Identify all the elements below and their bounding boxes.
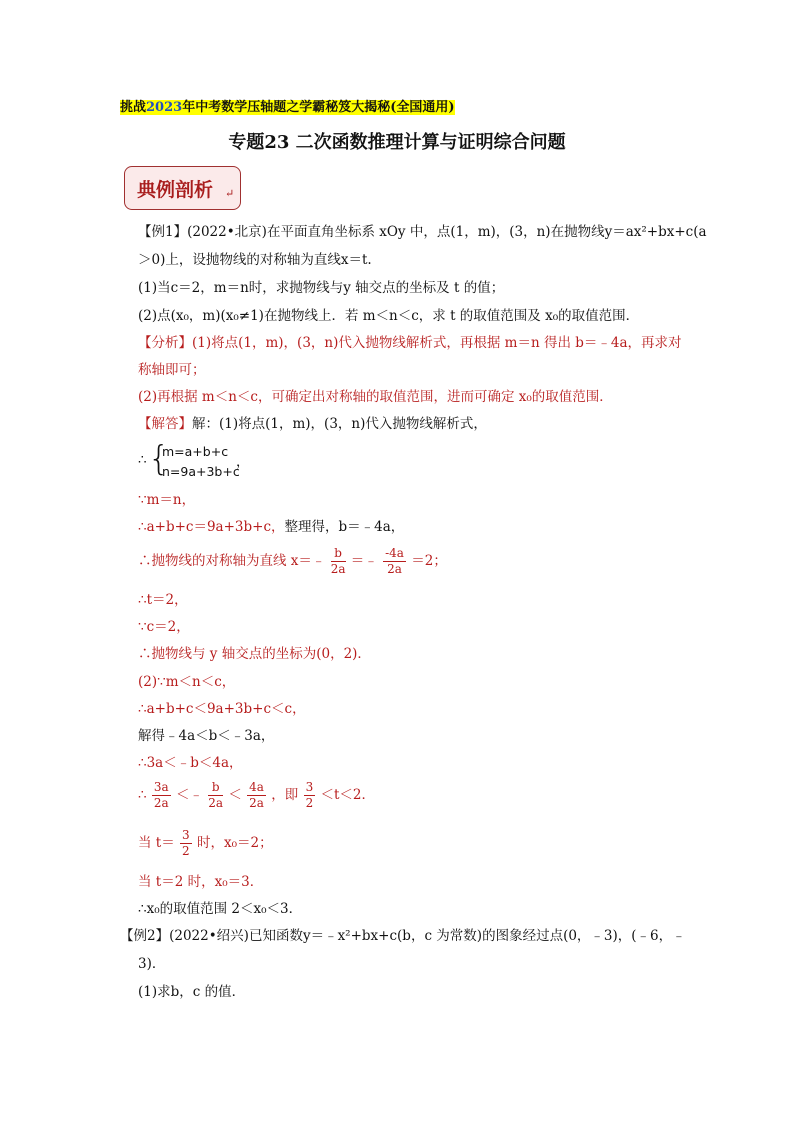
ex1-solution-line9: (2)∵m＜n＜c， (138, 674, 236, 690)
ex2-question1: (1)求b，c 的值． (138, 984, 246, 1000)
axis-text: ∴抛物线的对称轴为直线 x＝﹣ (138, 553, 326, 569)
numerator: 3a (153, 780, 169, 794)
fraction-3a-over-2a (152, 780, 171, 811)
ex2-text1: (2022•绍兴)已知函数y＝﹣x²+bx+c(b，c 为常数)的图象经过点(0，﹣3)，(﹣6，﹣ (169, 928, 686, 944)
equals-neg: ＝﹣ (350, 553, 378, 569)
ex1-solution-line13 (138, 780, 375, 811)
denominator: 2a (208, 796, 224, 810)
fraction-b-over-2a (331, 546, 346, 577)
solution-tag: 【解答】 (138, 416, 192, 432)
ex1-solution-line3: ∵m＝n， (138, 492, 196, 508)
paragraph-mark: ↵ (225, 187, 235, 200)
ex1-analysis-line3: (2)再根据 m＜n＜c，可确定出对称轴的取值范围，进而可确定 x₀的取值范围． (138, 389, 613, 405)
numerator: 3 (305, 780, 314, 794)
numerator: b (208, 780, 223, 796)
header-highlight (120, 100, 455, 115)
fraction-3-over-2 (304, 780, 316, 811)
ex1-solution-line1 (138, 414, 487, 434)
ex1-tag: 【例1】 (138, 224, 188, 240)
section-badge-label: 典例剖析 (137, 179, 214, 201)
when-t: 当 t＝ (138, 835, 175, 851)
solution-text4b: 整理得，b＝﹣4a， (284, 519, 405, 535)
ex1-solution-line4 (138, 517, 404, 537)
namely: ，即 (271, 787, 299, 803)
ex1-solution-line8: ∴抛物线与 y 轴交点的坐标为(0，2)． (138, 646, 371, 662)
system-brace: { (148, 439, 170, 479)
analysis-text1: (1)将点(1，m)，(3，n)代入抛物线解析式，再根据 m＝n 得出 b＝﹣4a，再求对 (192, 335, 682, 351)
ex1-analysis-line2: 称轴即可； (138, 362, 206, 378)
ex1-question1: (1)当c＝2，m＝n时，求抛物线与y 轴交点的坐标及 t 的值； (138, 280, 505, 296)
fraction-3-over-2-b (180, 828, 192, 859)
fraction-4a-over-2a (247, 780, 266, 811)
ex1-line2: ＞0)上，设抛物线的对称轴为直线x＝t. (138, 252, 372, 268)
ex1-solution-line5 (138, 546, 447, 577)
ex1-question2: (2)点(x₀，m)(x₀≠1)在抛物线上．若 m＜n＜c，求 t 的取值范围及 x₀的取值范围． (138, 308, 640, 324)
system-eq1: m=a+b+c (162, 444, 229, 459)
ex1-solution-line16: ∴x₀的取值范围 2＜x₀＜3． (138, 901, 303, 917)
analysis-tag: 【分析】 (138, 335, 192, 351)
series-header (120, 96, 455, 115)
header-pre: 挑战 (120, 100, 147, 115)
ex1-solution-line7: ∵c＝2， (138, 619, 190, 635)
ex2-line1 (120, 926, 686, 946)
ex2-tag: 【例2】 (120, 928, 170, 944)
therefore: ∴ (138, 787, 147, 803)
denominator: 2 (305, 796, 314, 810)
denominator: 2a (330, 562, 346, 576)
x0-result: 时，x₀＝2； (196, 835, 273, 851)
solution-text1: 解：(1)将点(1，m)，(3，n)代入抛物线解析式， (192, 416, 487, 432)
ex1-solution-line6: ∴t＝2， (138, 592, 188, 608)
system-comma: ， (236, 454, 250, 470)
fraction-neg4a-over-2a (383, 546, 406, 577)
numerator: -4a (385, 546, 404, 560)
ex2-line2: 3)． (138, 956, 166, 972)
ex1-solution-line15: 当 t＝2 时，x₀＝3． (138, 874, 264, 890)
denominator: 2a (249, 796, 264, 810)
less-than: ＜ (228, 787, 242, 803)
header-year: 2023 (146, 100, 183, 115)
header-post: 年中考数学压轴题之学霸秘笈大揭秘(全国通用) (182, 100, 455, 115)
denominator: 2a (153, 796, 169, 810)
ex1-solution-line11: 解得﹣4a＜b＜﹣3a， (138, 728, 275, 744)
axis-result: ＝2； (411, 553, 447, 569)
solution-text4a: ∴a+b+c＝9a+3b+c， (138, 519, 285, 535)
numerator: 4a (249, 780, 264, 794)
denominator: 2 (182, 844, 190, 858)
denominator: 2a (387, 562, 402, 576)
system-therefore: ∴ (138, 452, 147, 468)
numerator: b (331, 546, 346, 562)
system-eq2: n=9a+3b+c (162, 464, 240, 479)
ex1-analysis-line1 (138, 333, 682, 353)
ex1-text1: (2022•北京)在平面直角坐标系 xOy 中，点(1，m)，(3，n)在抛物线y＝ax²+bx+c(a (187, 224, 707, 240)
ex1-line1 (138, 222, 707, 242)
less-than-neg: ＜﹣ (175, 787, 203, 803)
ex1-solution-line12: ∴3a＜﹣b＜4a， (138, 755, 243, 771)
ex1-solution-line14 (138, 828, 273, 859)
fraction-b-over-2a-2 (208, 780, 223, 811)
numerator: 3 (182, 828, 190, 842)
section-badge (124, 166, 241, 210)
page-title: 专题23 二次函数推理计算与证明综合问题 (228, 132, 566, 153)
ex1-solution-line10: ∴a+b+c＜9a+3b+c＜c， (138, 701, 306, 717)
range-end: ＜t＜2． (320, 787, 376, 803)
